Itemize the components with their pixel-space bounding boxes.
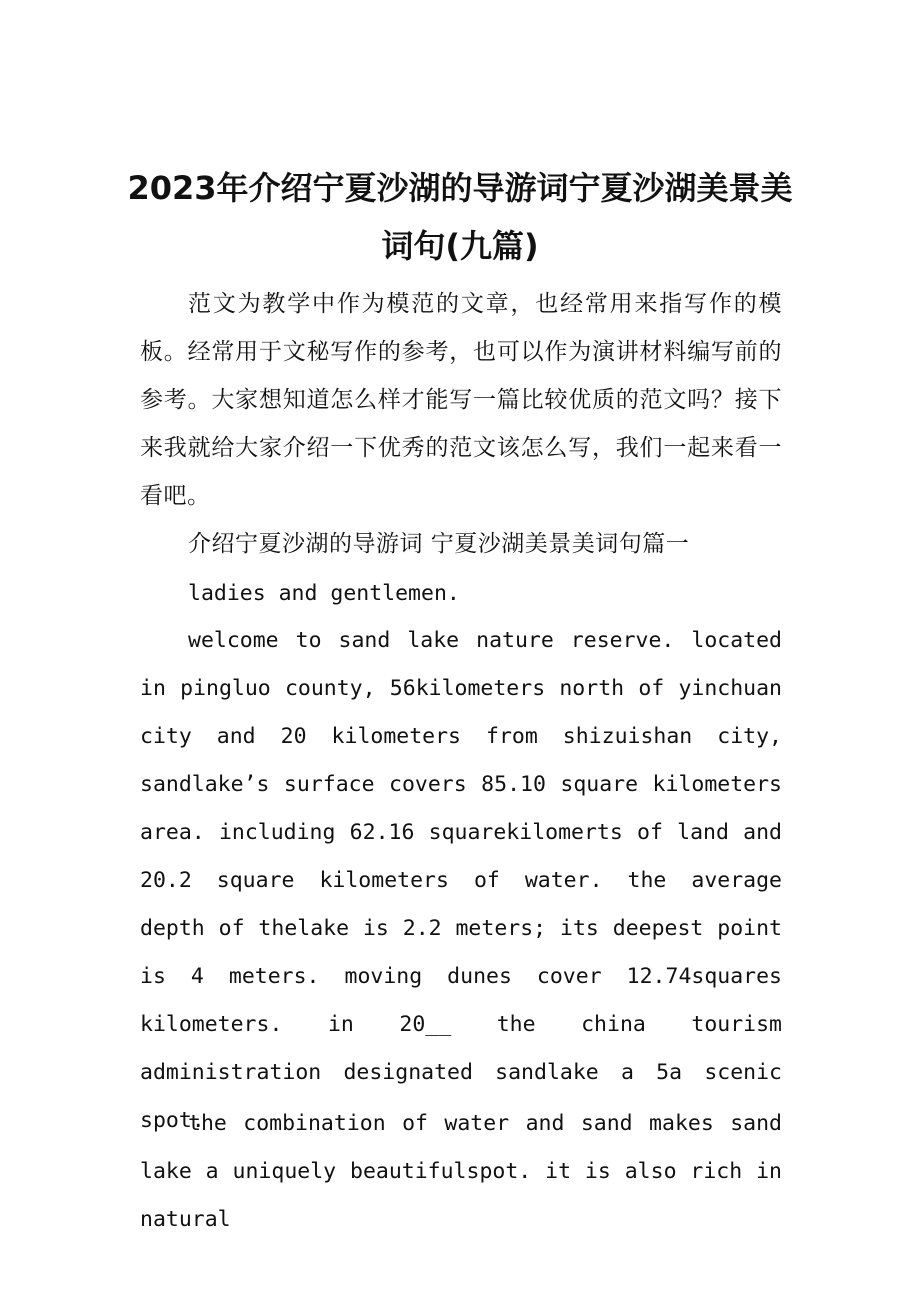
greeting-line: ladies and gentlemen.	[188, 581, 460, 606]
combination-paragraph: the combination of water and sand makes sand lake a uniquely beautifulspot. it is also rich in natural	[140, 1111, 782, 1232]
section-heading: 介绍宁夏沙湖的导游词 宁夏沙湖美景美词句篇一	[188, 531, 690, 557]
intro-paragraph: 范文为教学中作为模范的文章，也经常用来指写作的模板。经常用于文秘写作的参考，也可以作为演讲材料编写前的参考。大家想知道怎么样才能写一篇比较优质的范文吗？接下来我就给大家介绍一下优秀的范文该怎么写，我们一起来看一看吧。	[140, 291, 782, 509]
document-title: 2023年介绍宁夏沙湖的导游词宁夏沙湖美景美词句(九篇)	[127, 169, 793, 266]
welcome-paragraph: welcome to sand lake nature reserve. located in pingluo county, 56kilometers north of yinchuan city and 20 kilometers from shizuishan city, sandlake’s surface covers 85.10 square kilometers area. including 62.16 squarekilomerts of land and 20.2 square kilometers of water. the average depth of thelake is 2.2 meters; its deepest point is 4 meters. moving dunes cover 12.74squares kilometers. in 20__ the china tourism administration designated sandlake a 5a scenic spot.	[140, 628, 782, 1133]
